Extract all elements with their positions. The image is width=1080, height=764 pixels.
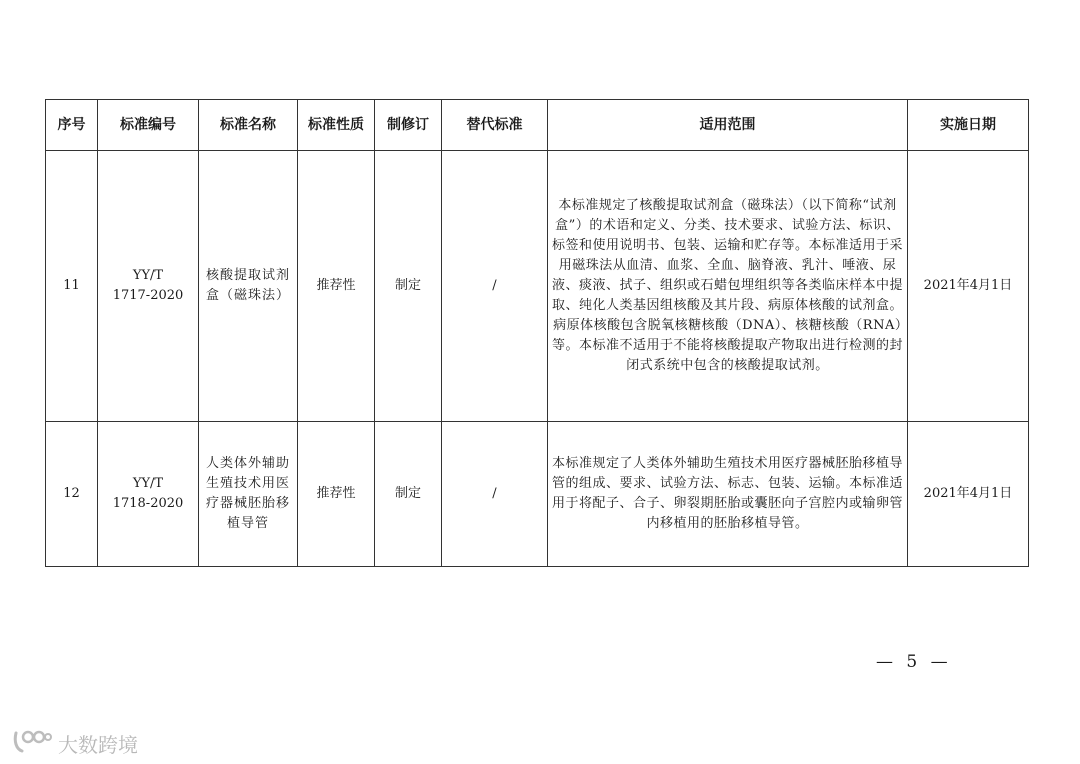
cell-scope: 本标准规定了人类体外辅助生殖技术用医疗器械胚胎移植导管的组成、要求、试验方法、标志、包装、运输。本标准适用于将配子、合子、卵裂期胚胎或囊胚向子宫腔内或输卵管内移植用的胚胎移植导管。 [548,422,908,567]
table-row [46,422,1029,567]
header-code: 标准编号 [98,100,199,151]
header-date: 实施日期 [908,100,1029,151]
header-replace: 替代标准 [442,100,548,151]
cell-code: YY/T 1717-2020 [98,151,199,422]
cell-scope: 本标准规定了核酸提取试剂盒（磁珠法）（以下简称“试剂盒”）的术语和定义、分类、技术要求、试验方法、标识、标签和使用说明书、包装、运输和贮存等。本标准适用于采用磁珠法从血清、血浆、全血、脑脊液、乳汁、唾液、尿液、痰液、拭子、组织或石蜡包埋组织等各类临床样本中提取、纯化人类基因组核酸及其片段、病原体核酸的试剂盒。病原体核酸包含脱氧核糖核酸（DNA）、核糖核酸（RNA）等。本标准不适用于不能将核酸提取产物取出进行检测的封闭式系统中包含的核酸提取试剂。 [548,151,908,422]
cell-nature: 推荐性 [298,422,375,567]
table-row [46,151,1029,422]
header-no: 序号 [46,100,98,151]
watermark-text: 大数跨境 [58,733,138,757]
cell-name: 核酸提取试剂盒（磁珠法） [199,151,298,422]
cell-nature: 推荐性 [298,151,375,422]
cell-date: 2021年4月1日 [908,422,1029,567]
cell-replace: / [442,151,548,422]
cell-date: 2021年4月1日 [908,151,1029,422]
cell-revision: 制定 [375,151,442,422]
cell-code: YY/T 1718-2020 [98,422,199,567]
header-name: 标准名称 [199,100,298,151]
watermark-logo-icon [12,727,58,760]
cell-revision: 制定 [375,422,442,567]
header-scope: 适用范围 [548,100,908,151]
cell-no: 11 [46,151,98,422]
cell-name: 人类体外辅助生殖技术用医疗器械胚胎移植导管 [199,422,298,567]
cell-no: 12 [46,422,98,567]
cell-replace: / [442,422,548,567]
header-revision: 制修订 [375,100,442,151]
header-nature: 标准性质 [298,100,375,151]
standards-table [45,99,1029,567]
page-number: — 5 — [876,652,952,672]
table-header-row [46,100,1029,151]
watermark [12,727,138,760]
